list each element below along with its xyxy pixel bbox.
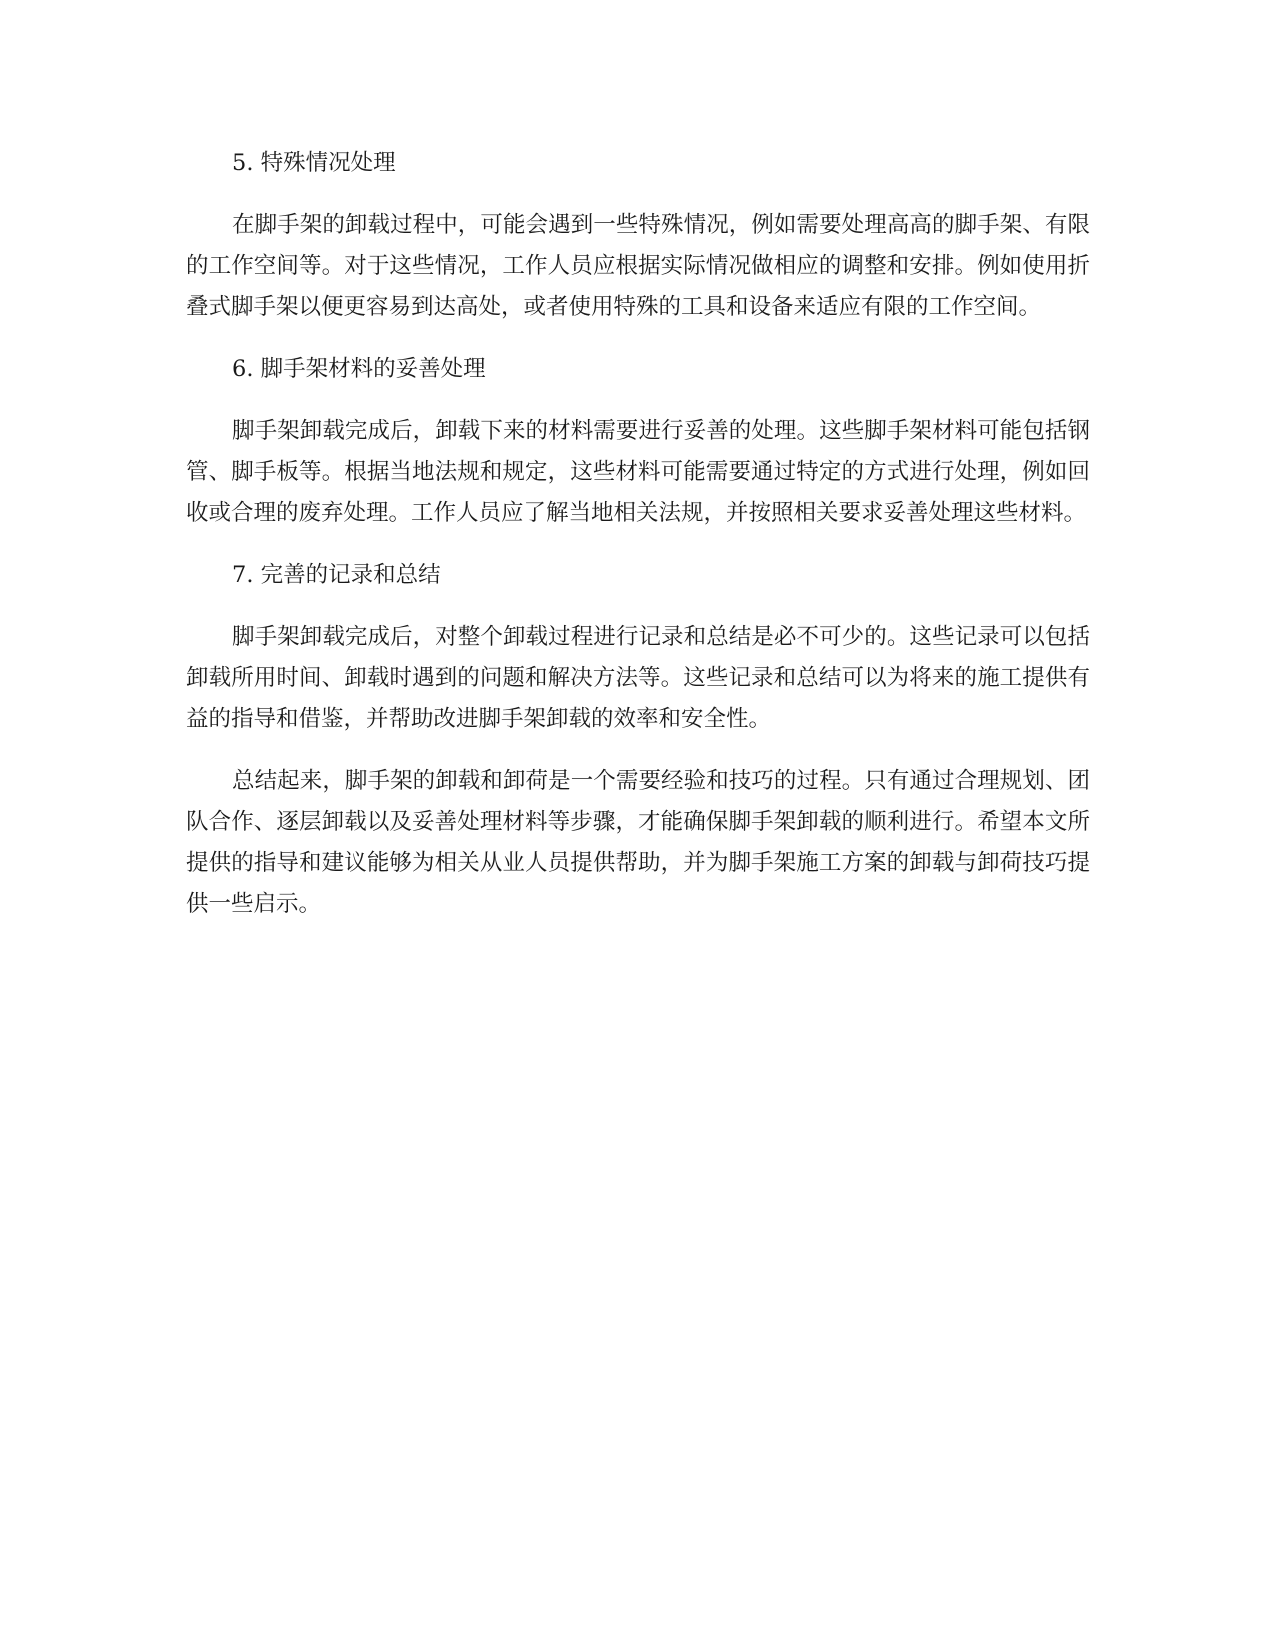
document-body bbox=[186, 143, 1090, 946]
section-heading-5: 5. 特殊情况处理 bbox=[232, 150, 396, 176]
section-heading-6: 6. 脚手架材料的妥善处理 bbox=[232, 356, 486, 382]
section-heading-7: 7. 完善的记录和总结 bbox=[232, 562, 441, 588]
section-paragraph-7: 脚手架卸载完成后，对整个卸载过程进行记录和总结是必不可少的。这些记录可以包括卸载所用时间、卸载时遇到的问题和解决方法等。这些记录和总结可以为将来的施工提供有益的指导和借鉴，并帮助改进脚手架卸载的效率和安全性。 bbox=[186, 624, 1090, 732]
conclusion-paragraph: 总结起来，脚手架的卸载和卸荷是一个需要经验和技巧的过程。只有通过合理规划、团队合作、逐层卸载以及妥善处理材料等步骤，才能确保脚手架卸载的顺利进行。希望本文所提供的指导和建议能够为相关从业人员提供帮助，并为脚手架施工方案的卸载与卸荷技巧提供一些启示。 bbox=[186, 768, 1090, 917]
section-paragraph-6: 脚手架卸载完成后，卸载下来的材料需要进行妥善的处理。这些脚手架材料可能包括钢管、脚手板等。根据当地法规和规定，这些材料可能需要通过特定的方式进行处理，例如回收或合理的废弃处理。工作人员应了解当地相关法规，并按照相关要求妥善处理这些材料。 bbox=[186, 418, 1090, 526]
section-paragraph-5: 在脚手架的卸载过程中，可能会遇到一些特殊情况，例如需要处理高高的脚手架、有限的工作空间等。对于这些情况，工作人员应根据实际情况做相应的调整和安排。例如使用折叠式脚手架以便更容易到达高处，或者使用特殊的工具和设备来适应有限的工作空间。 bbox=[186, 212, 1090, 320]
